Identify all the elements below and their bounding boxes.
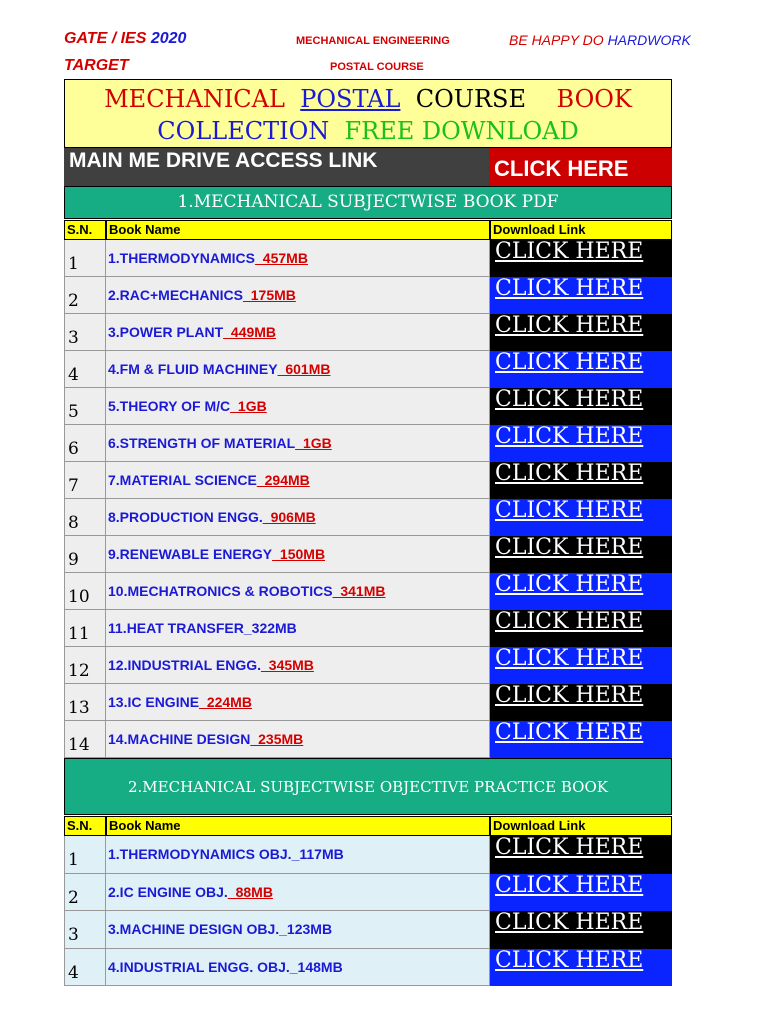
row-serial-number: 13 (64, 684, 106, 721)
book-title: 14.MACHINE DESIGN (108, 731, 251, 747)
header-slogan-part1: BE HAPPY DO (509, 32, 604, 48)
row-book-name (106, 240, 490, 277)
row-serial-number: 9 (64, 536, 106, 573)
row-book-name (106, 351, 490, 388)
book-size: _457MB (255, 250, 308, 266)
section1-heading: 1.MECHANICAL SUBJECTWISE BOOK PDF (64, 186, 672, 219)
row-book-name (106, 425, 490, 462)
row-book-name (106, 911, 490, 949)
book-size: _235MB (250, 731, 304, 747)
header-exam-label (64, 30, 186, 48)
download-click-here-link[interactable]: CLICK HERE (490, 462, 672, 499)
table-row (64, 277, 672, 314)
book-title: 9.RENEWABLE ENERGY (108, 546, 273, 562)
download-click-here-link[interactable]: CLICK HERE (490, 536, 672, 573)
download-click-here-link[interactable]: CLICK HERE (490, 911, 672, 949)
download-click-here-link[interactable]: CLICK HERE (490, 240, 672, 277)
book-title: 6.STRENGTH OF MATERIAL (108, 435, 296, 451)
table-row (64, 573, 672, 610)
row-serial-number: 4 (64, 949, 106, 987)
header-branch: MECHANICAL ENGINEERING (296, 35, 450, 47)
section1-column-header (64, 220, 672, 240)
row-book-name (106, 388, 490, 425)
drive-access-row (64, 148, 672, 186)
book-title: 4.FM & FLUID MACHINEY (108, 361, 278, 377)
download-click-here-link[interactable]: CLICK HERE (490, 573, 672, 610)
book-title: 2.IC ENGINE OBJ. (108, 883, 228, 900)
download-click-here-link[interactable]: CLICK HERE (490, 647, 672, 684)
row-serial-number: 2 (64, 277, 106, 314)
row-serial-number: 1 (64, 836, 106, 874)
header-slogan (509, 32, 691, 48)
download-click-here-link[interactable]: CLICK HERE (490, 351, 672, 388)
book-title: 7.MATERIAL SCIENCE (108, 472, 257, 488)
row-serial-number: 3 (64, 911, 106, 949)
download-click-here-link[interactable]: CLICK HERE (490, 721, 672, 758)
download-click-here-link[interactable]: CLICK HERE (490, 277, 672, 314)
table-row (64, 536, 672, 573)
book-size: _906MB (262, 509, 316, 525)
download-click-here-link[interactable]: CLICK HERE (490, 874, 672, 912)
table-row (64, 314, 672, 351)
book-title: 3.POWER PLANT (108, 324, 224, 340)
row-serial-number: 5 (64, 388, 106, 425)
title-word-collection: COLLECTION (157, 117, 330, 145)
book-title: 10.MECHATRONICS & ROBOTICS (108, 583, 333, 599)
table-row (64, 836, 672, 874)
table-row (64, 911, 672, 949)
row-serial-number: 6 (64, 425, 106, 462)
row-serial-number: 4 (64, 351, 106, 388)
book-size: _1GB (295, 435, 332, 451)
drive-click-here-button[interactable]: CLICK HERE (489, 148, 672, 186)
col-download-link: Download Link (490, 220, 672, 240)
title-free-download: FREE DOWNLOAD (344, 117, 579, 145)
table-row (64, 721, 672, 758)
book-title: 13.IC ENGINE (108, 694, 200, 710)
row-book-name (106, 836, 490, 874)
page-title (64, 79, 672, 148)
table-row (64, 949, 672, 987)
col-book-name: Book Name (106, 220, 490, 240)
table-row (64, 610, 672, 647)
header-slogan-part2: HARDWORK (607, 32, 691, 48)
book-collection-sheet (64, 79, 672, 986)
row-book-name (106, 573, 490, 610)
row-book-name (106, 874, 490, 912)
row-serial-number: 7 (64, 462, 106, 499)
row-book-name (106, 721, 490, 758)
title-word-course: COURSE (415, 85, 526, 113)
book-title: 4.INDUSTRIAL ENGG. OBJ._148MB (108, 958, 343, 975)
row-serial-number: 8 (64, 499, 106, 536)
table-row (64, 684, 672, 721)
row-book-name (106, 684, 490, 721)
table-row (64, 351, 672, 388)
book-title: 12.INDUSTRIAL ENGG. (108, 657, 261, 673)
book-title: 5.THEORY OF M/C (108, 398, 231, 414)
book-size: _345MB (261, 657, 314, 673)
download-click-here-link[interactable]: CLICK HERE (490, 425, 672, 462)
table-row (64, 462, 672, 499)
row-book-name (106, 536, 490, 573)
header-year: 2020 (150, 30, 187, 47)
row-book-name (106, 314, 490, 351)
table-row (64, 425, 672, 462)
table-row (64, 874, 672, 912)
book-size: _341MB (332, 583, 386, 599)
book-size: _88MB (227, 883, 273, 900)
download-click-here-link[interactable]: CLICK HERE (490, 388, 672, 425)
book-size: _449MB (223, 324, 277, 340)
row-book-name (106, 277, 490, 314)
section2-column-header (64, 816, 672, 836)
col-sn: S.N. (64, 816, 106, 836)
table-row (64, 388, 672, 425)
download-click-here-link[interactable]: CLICK HERE (490, 836, 672, 874)
book-title: 8.PRODUCTION ENGG. (108, 509, 263, 525)
section1-rows (64, 240, 672, 758)
title-word-postal[interactable]: POSTAL (300, 85, 401, 113)
row-book-name (106, 610, 490, 647)
col-book-name: Book Name (106, 816, 490, 836)
download-click-here-link[interactable]: CLICK HERE (490, 314, 672, 351)
row-serial-number: 3 (64, 314, 106, 351)
col-download-link: Download Link (490, 816, 672, 836)
row-book-name (106, 949, 490, 987)
drive-access-label: MAIN ME DRIVE ACCESS LINK (64, 148, 489, 186)
table-row (64, 499, 672, 536)
book-title: 2.RAC+MECHANICS (108, 287, 243, 303)
download-click-here-link[interactable]: CLICK HERE (490, 499, 672, 536)
download-click-here-link[interactable]: CLICK HERE (490, 949, 672, 987)
book-size: _150MB (272, 546, 326, 562)
book-size: _175MB (242, 287, 296, 303)
book-size: _1GB (230, 398, 267, 414)
title-word-book: BOOK (556, 85, 632, 113)
header-course: POSTAL COURSE (330, 61, 424, 73)
table-row (64, 647, 672, 684)
row-serial-number: 2 (64, 874, 106, 912)
book-title: 1.THERMODYNAMICS (108, 250, 256, 266)
row-book-name (106, 499, 490, 536)
book-title: 1.THERMODYNAMICS OBJ._117MB (108, 846, 344, 862)
book-title: 11.HEAT TRANSFER_322MB (108, 620, 297, 636)
table-row (64, 240, 672, 277)
row-serial-number: 10 (64, 573, 106, 610)
col-sn: S.N. (64, 220, 106, 240)
row-book-name (106, 462, 490, 499)
row-book-name (106, 647, 490, 684)
book-size: _224MB (199, 694, 252, 710)
book-size: _294MB (256, 472, 310, 488)
section2-rows (64, 836, 672, 986)
header-target: TARGET (64, 57, 129, 74)
title-word-mechanical: MECHANICAL (104, 85, 285, 113)
book-size: _601MB (277, 361, 331, 377)
download-click-here-link[interactable]: CLICK HERE (490, 610, 672, 647)
section2-heading: 2.MECHANICAL SUBJECTWISE OBJECTIVE PRACTICE BOOK (64, 758, 672, 815)
row-serial-number: 1 (64, 240, 106, 277)
download-click-here-link[interactable]: CLICK HERE (490, 684, 672, 721)
row-serial-number: 14 (64, 721, 106, 758)
row-serial-number: 11 (64, 610, 106, 647)
header-gate-ies: GATE / IES (64, 30, 147, 47)
row-serial-number: 12 (64, 647, 106, 684)
book-title: 3.MACHINE DESIGN OBJ._123MB (108, 921, 333, 937)
